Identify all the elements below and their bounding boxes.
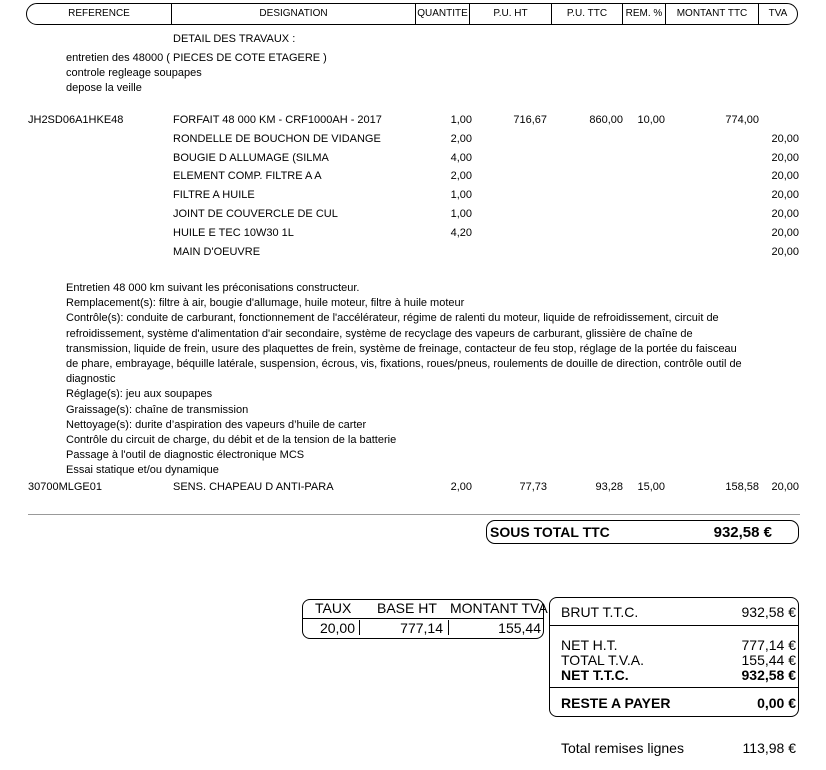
net-ht-label: NET H.T. xyxy=(561,637,618,653)
row-tva: 20,00 xyxy=(771,151,799,164)
row-quantity: 1,00 xyxy=(450,114,472,126)
divider-line xyxy=(28,514,800,515)
row-reference: JH2SD06A1HKE48 xyxy=(28,114,124,126)
note-line: Contrôle du circuit de charge, du débit et de la tension de la batterie xyxy=(66,434,397,446)
totals-divider xyxy=(550,687,798,688)
row-tva: 20,00 xyxy=(771,208,799,220)
works-detail-title: DETAIL DES TRAVAUX : xyxy=(173,33,296,45)
vat-rate: 20,00 xyxy=(319,620,355,636)
note-line: Nettoyage(s): durite d’aspiration des vapeurs d’huile de carter xyxy=(66,418,367,431)
note-line: diagnostic xyxy=(66,373,116,386)
total-tva-label: TOTAL T.V.A. xyxy=(561,652,645,668)
total-remises-value: 113,98 € xyxy=(742,740,796,756)
vat-amount: 155,44 xyxy=(498,620,541,636)
total-remises-label: Total remises lignes xyxy=(561,740,684,756)
intro-line: depose la veille xyxy=(66,82,142,94)
row-quantity: 2,00 xyxy=(450,481,472,493)
header-pu-ht: P.U. HT xyxy=(493,8,528,19)
net-ttc-label: NET T.T.C. xyxy=(561,667,629,683)
vat-header-montant: MONTANT TVA xyxy=(450,600,548,616)
row-montant: 774,00 xyxy=(725,114,759,126)
row-designation: MAIN D'OEUVRE xyxy=(173,245,261,258)
row-rem: 10,00 xyxy=(637,114,665,126)
header-designation: DESIGNATION xyxy=(259,8,328,19)
row-designation: RONDELLE DE BOUCHON DE VIDANGE xyxy=(173,132,381,145)
vat-cell-divider xyxy=(448,620,449,635)
header-tva: TVA xyxy=(768,8,788,19)
totals-divider xyxy=(550,625,798,626)
row-quantity: 4,00 xyxy=(450,151,472,164)
vat-table-divider xyxy=(303,618,543,619)
subtotal-value: 932,58 € xyxy=(713,524,772,541)
note-line: Réglage(s): jeu aux soupapes xyxy=(66,388,213,401)
note-line: de phare, embrayage, béquille latérale, suspension, écrous, vis, fixations, roues/pneus, roulements de douille de direction, contrôle outil de xyxy=(66,358,742,370)
row-tva: 20,00 xyxy=(771,481,799,493)
note-line: Essai statique et/ou dynamique xyxy=(66,464,219,477)
vat-table xyxy=(302,599,548,639)
reste-a-payer-label: RESTE A PAYER xyxy=(561,695,671,711)
reste-a-payer-value: 0,00 € xyxy=(757,695,796,711)
row-quantity: 1,00 xyxy=(450,208,472,220)
row-tva: 20,00 xyxy=(771,226,799,239)
row-designation: FORFAIT 48 000 KM - CRF1000AH - 2017 xyxy=(173,114,382,126)
row-reference: 30700MLGE01 xyxy=(28,481,102,493)
row-pu-ttc: 93,28 xyxy=(595,481,623,493)
header-montant-ttc: MONTANT TTC xyxy=(676,8,748,19)
row-quantity: 1,00 xyxy=(450,189,472,202)
row-quantity: 2,00 xyxy=(450,170,472,183)
note-line: transmission, liquide de frein, usure des plaquettes de frein, système de freinage, contacteur de feu stop, réglage de la portée du faisceau xyxy=(66,342,737,355)
row-designation: BOUGIE D ALLUMAGE (SILMA xyxy=(173,151,329,164)
row-quantity: 4,20 xyxy=(450,226,472,239)
row-tva: 20,00 xyxy=(771,189,799,202)
brut-ttc-label: BRUT T.T.C. xyxy=(561,604,639,620)
row-pu-ht: 77,73 xyxy=(519,481,547,493)
row-designation: ELEMENT COMP. FILTRE A A xyxy=(173,170,322,183)
note-line: Remplacement(s): filtre à air, bougie d'allumage, huile moteur, filtre à huile moteur xyxy=(66,297,465,310)
brut-ttc-value: 932,58 € xyxy=(741,604,796,620)
header-reference: REFERENCE xyxy=(68,8,130,19)
net-ht-value: 777,14 € xyxy=(741,637,796,653)
total-tva-value: 155,44 € xyxy=(741,652,796,668)
header-quantite: QUANTITE xyxy=(417,8,468,19)
row-pu-ttc: 860,00 xyxy=(589,114,623,126)
row-tva: 20,00 xyxy=(771,245,799,258)
net-ttc-value: 932,58 € xyxy=(741,667,796,683)
vat-cell-divider xyxy=(359,620,360,635)
totals-box xyxy=(549,597,799,717)
row-designation: JOINT DE COUVERCLE DE CUL xyxy=(173,208,338,220)
note-line: Entretien 48 000 km suivant les préconisations constructeur. xyxy=(66,282,360,294)
subtotal-box xyxy=(486,520,799,544)
note-line: Graissage(s): chaîne de transmission xyxy=(66,403,249,416)
note-line: refroidissement, système d'alimentation d'air secondaire, système de recyclage des vapeurs de carburant, glissière de chaîne de xyxy=(66,327,693,340)
header-rem: REM. % xyxy=(625,8,663,19)
vat-header-base: BASE HT xyxy=(377,600,437,616)
row-quantity: 2,00 xyxy=(450,132,472,145)
row-tva: 20,00 xyxy=(771,132,799,145)
note-line: Passage à l'outil de diagnostic électronique MCS xyxy=(66,449,305,462)
row-montant: 158,58 xyxy=(725,481,759,493)
vat-header-taux: TAUX xyxy=(315,600,352,616)
row-tva: 20,00 xyxy=(771,170,799,183)
vat-base: 777,14 xyxy=(400,620,443,636)
intro-line: controle regleage soupapes xyxy=(66,67,202,79)
note-line: Contrôle(s): conduite de carburant, fonctionnement de l'accélérateur, régime de ralenti du moteur, liquide de refroidissement, circuit de xyxy=(66,312,719,325)
header-pu-ttc: P.U. TTC xyxy=(566,8,608,19)
row-pu-ht: 716,67 xyxy=(513,114,547,126)
subtotal-label: SOUS TOTAL TTC xyxy=(490,524,610,540)
row-designation: FILTRE A HUILE xyxy=(173,189,255,202)
intro-line: entretien des 48000 ( PIECES DE COTE ETAGERE ) xyxy=(66,52,327,64)
row-designation: HUILE E TEC 10W30 1L xyxy=(173,226,294,239)
row-designation: SENS. CHAPEAU D ANTI-PARA xyxy=(173,481,334,493)
row-rem: 15,00 xyxy=(637,481,665,493)
table-header xyxy=(26,3,798,25)
